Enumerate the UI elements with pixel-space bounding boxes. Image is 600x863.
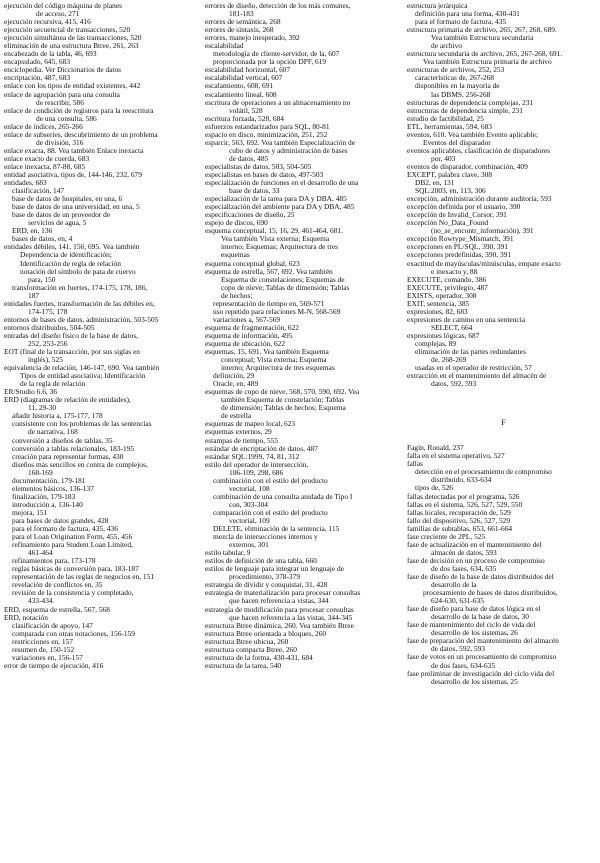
- index-entry: entidad asociativa, tipos de, 144-146, 232, 679: [4, 169, 142, 179]
- index-subentry: consistente con los problemas de las sentencias: [12, 419, 152, 429]
- index-entry: entornos distribuidos, 504-505: [4, 322, 95, 332]
- index-subentry: esquemas: [221, 250, 250, 260]
- index-entry: ejecución recursiva, 415, 416: [4, 17, 91, 27]
- index-entry: ejecución secuencial de transacciones, 520: [4, 25, 131, 35]
- index-subentry: las DBMS, 256-268: [431, 89, 491, 99]
- index-subentry: de hechos;: [221, 290, 253, 300]
- index-entry: EOT (final de la transacción, por sus siglas en: [4, 347, 140, 357]
- index-subentry: definición, 29: [213, 371, 255, 381]
- index-entry: espejo de discos, 690: [205, 218, 268, 228]
- index-entry: fallas locales, recuperación de, 529: [407, 507, 511, 517]
- index-entry: esparcir, 563, 692. Vea también Especialización de: [205, 137, 355, 147]
- index-entry: estilos de definición de una tabla, 660: [205, 556, 317, 566]
- index-entry: esquema de estrella, 567, 692. Vea también: [205, 266, 333, 276]
- index-entry: excepción de Invalid_Cursor, 391: [407, 210, 507, 220]
- index-subentry: ERD, en, 136: [12, 226, 53, 236]
- index-subentry: bases de datos, en, 4: [12, 234, 73, 244]
- index-subentry: conceptual; Vista externa; Esquema: [221, 355, 327, 365]
- index-subentry: eliminación de las partes redundantes: [415, 347, 526, 357]
- index-entry: estilos de lenguaje para integrar un lenguaje de: [205, 564, 344, 574]
- index-entry: esquema de fragmentación, 622: [205, 322, 299, 332]
- index-entry: especialistas de datos, 503, 504-505: [205, 161, 312, 171]
- index-entry: error de tiempo de ejecución, 416: [4, 660, 104, 670]
- index-subentry: Vea también Estructura primaria de archivo: [423, 57, 552, 67]
- index-entry: escalabilidad horizontal, 607: [205, 65, 291, 75]
- index-subentry: combinación de una consulta anidada de Tipo I: [213, 491, 353, 501]
- index-subentry: Oracle, en, 489: [213, 379, 259, 389]
- index-entry: esquema conceptual global, 623: [205, 258, 300, 268]
- index-subentry: (no_se_encontr_información), 391: [431, 226, 534, 236]
- index-subentry: base de datos de hospitales, en una, 6: [12, 194, 123, 204]
- index-entry: enlace de agrupación para una consulta: [4, 89, 120, 99]
- index-subentry: base de datos de un proveedor de: [12, 210, 111, 220]
- index-subentry: base de datos, 33: [229, 186, 280, 196]
- index-subentry: que hacen referencia a vistas, 344: [229, 596, 329, 606]
- index-subentry: que hacen referencia a las vistas, 344-345: [229, 612, 353, 622]
- index-entry: estructura primaria de archivo, 265, 267, 268, 689.: [407, 25, 557, 35]
- index-subentry: Dependencia de identificación;: [20, 250, 112, 260]
- index-entry: ERD, esquema de estrella, 567, 568: [4, 604, 110, 614]
- index-subentry: 624-630, 631-635: [431, 596, 484, 606]
- index-entry: eventos aplicables, clasificación de disparadores: [407, 145, 551, 155]
- index-entry: EXECUTE, privilegio, 487: [407, 282, 488, 292]
- index-entry: ejecución simultánea de las transacciones, 520: [4, 33, 142, 43]
- index-subentry: vectorial, 109: [229, 516, 270, 525]
- index-entry: familias de subtablas, 653, 661-664: [407, 523, 513, 533]
- index-subentry: datos, 592, 593: [431, 379, 477, 389]
- index-entry: fallas en el sistema, 526, 527, 529, 550: [407, 499, 523, 509]
- section-letter: F: [501, 418, 506, 428]
- index-entry: estampas de tiempo, 555: [205, 435, 279, 445]
- index-subentry: para el Loan Origination Form, 455, 456: [12, 532, 133, 542]
- index-entry: fallo del dispositivo, 526, 527, 529: [407, 515, 511, 525]
- index-entry: excepciones predefinidas, 390, 391: [407, 250, 512, 260]
- index-entry: enciclopedia. Ver Diccionarios de datos: [4, 65, 122, 75]
- index-entry: fase de diseño para base de datos lógica en el: [407, 604, 541, 614]
- index-subentry: interno; Arquitectura de tres esquemas: [221, 363, 335, 373]
- index-subentry: combinación con el estilo del producto: [213, 475, 328, 485]
- index-entry: fase de decisión en un proceso de compromiso: [407, 555, 545, 565]
- index-subentry: SQL:2003, en, 113, 306: [415, 186, 486, 196]
- index-subentry: con, 303-304: [229, 499, 268, 509]
- index-subentry: 187: [28, 290, 40, 300]
- index-entry: fase de preparación del mantenimiento del almacén: [407, 636, 559, 646]
- index-entry: excepción, administración durante auditoría, 593: [407, 194, 552, 204]
- index-subentry: Eventos del disparador: [423, 137, 491, 147]
- index-entry: estructuras de dependencia complejas, 231: [407, 97, 534, 107]
- index-subentry: de acceso, 271: [36, 9, 80, 19]
- index-entry: especialización de la tarea para DA y DBA, 485: [205, 194, 347, 204]
- index-entry: entidades fuertes, transformación de las débiles en,: [4, 298, 155, 308]
- index-subentry: comparación con el estilo del producto: [213, 507, 328, 517]
- index-entry: estructura jerárquica: [407, 1, 468, 10]
- index-subentry: transformación en fuertes, 174-175, 178, 186,: [12, 282, 148, 292]
- index-entry: falla en el sistema operativo, 527: [407, 451, 505, 461]
- index-entry: estrategia de dividir y conquistar, 31, 428: [205, 580, 328, 590]
- index-subentry: de rescribir, 586: [36, 97, 84, 107]
- index-subentry: de la regla de relación: [20, 379, 86, 389]
- index-entry: escalabilidad vertical, 607: [205, 73, 283, 83]
- index-subentry: distribuido, 633-634: [431, 475, 492, 485]
- index-subentry: resumen de, 150-152: [12, 644, 75, 654]
- index-subentry: revelación de conflictos en, 35: [12, 580, 103, 590]
- index-entry: ejecución del código máquina de planes: [4, 1, 123, 10]
- index-entry: esquema de ubicación, 622: [205, 338, 286, 348]
- index-entry: estructura Btree orientada a bloques, 260: [205, 628, 327, 638]
- index-subentry: también Esquema de constelación; Tablas: [221, 395, 345, 405]
- index-subentry: vectorial, 108: [229, 483, 270, 493]
- index-subentry: conversión a tablas relacionales, 183-195: [12, 443, 135, 453]
- index-entry: estándar SQL:1999, 74, 81, 312: [205, 451, 300, 461]
- index-subentry: 106-109, 298, 686: [229, 467, 284, 477]
- spacer: [407, 402, 600, 416]
- index-subentry: DB2, en, 131: [415, 178, 455, 188]
- index-entry: estructuras de dependencia simple, 231: [407, 105, 523, 115]
- index-entry: fase creciente de 2PL, 525: [407, 531, 486, 541]
- index-subentry: usadas en el operador de restricción, 57: [415, 363, 532, 373]
- index-subentry: copo de nieve; Tablas de dimensión; Tablas: [221, 282, 350, 292]
- index-entry: ERD, notación: [4, 612, 48, 622]
- index-entry: estándar de encriptación de datos, 487: [205, 443, 318, 453]
- index-entry: enlace exacta, 88. Vea también Enlace inexacta: [4, 145, 144, 155]
- index-entry: fallas detectadas por el programa, 526: [407, 491, 520, 501]
- index-subentry: proporcionada por la opción DPF, 619: [213, 57, 327, 67]
- index-entry: esquema conceptual, 15, 16, 29, 461-464, 681.: [205, 226, 343, 236]
- index-entry: extracción en el mantenimiento del almacén de: [407, 371, 547, 381]
- index-entry: estructura Btree ubicua, 260: [205, 636, 289, 646]
- index-subentry: características de, 267-268: [415, 73, 495, 83]
- index-subentry: reglas básicas de conversión para, 183-187: [12, 564, 139, 574]
- index-entry: errores de semántica, 268: [205, 17, 281, 27]
- index-subentry: metodología de cliente-servidor, de la, 607: [213, 49, 340, 59]
- index-subentry: de dos fases, 634, 635: [431, 563, 497, 573]
- index-subentry: representación de tiempo en, 569-571: [213, 298, 325, 308]
- index-entry: especialistas en bases de datos, 497-503: [205, 169, 324, 179]
- index-subentry: Esquema de constelaciones; Esquemas de: [221, 274, 345, 284]
- index-column-1: [4, 2, 197, 670]
- index-entry: estilo tabular, 9: [205, 548, 251, 558]
- index-entry: expresiones de camino en una sentencia: [407, 314, 525, 324]
- index-subentry: de datos, 592, 593: [431, 644, 485, 654]
- index-subentry: añadir historia a, 175-177, 178: [12, 411, 103, 421]
- index-subentry: e inexacto y, 88: [431, 266, 478, 276]
- index-entry: encriptación, 487, 683: [4, 73, 71, 83]
- index-subentry: desarrollo de los sistemas, 26: [431, 628, 518, 638]
- index-subentry: desarrollo de los sistemas, 25: [431, 676, 518, 686]
- index-column-3: [407, 2, 600, 686]
- index-subentry: Identificación de regla de relación: [20, 258, 121, 268]
- index-subentry: 11, 29-30: [28, 403, 57, 413]
- index-entry: encapsulado, 645, 683: [4, 57, 71, 67]
- index-subentry: Tipos de entidad asociativa; Identificación: [20, 371, 146, 381]
- index-entry: fase de votos en un procesamiento de compromiso: [407, 652, 557, 662]
- index-subentry: procedimiento, 378-379: [229, 572, 301, 582]
- index-entry: esquema de información, 495: [205, 330, 293, 340]
- index-entry: estructura compacta Btree, 260: [205, 644, 297, 654]
- index-entry: estilo del operador de intersección,: [205, 459, 309, 469]
- index-subentry: cubo de datos y administración de bases: [229, 145, 348, 155]
- index-subentry: definición para una forma, 430-431: [415, 9, 520, 19]
- index-subentry: tipos de, 526: [415, 483, 453, 493]
- index-entry: fase de actualización en el mantenimiento del: [407, 539, 542, 549]
- index-entry: entradas del diseño físico de la base de datos,: [4, 330, 139, 340]
- index-subentry: introducción a, 136-140: [12, 499, 83, 509]
- index-entry: eliminación de una estructura Btree, 261, 263: [4, 41, 139, 51]
- index-entry: eventos de disparador, combinación, 409: [407, 161, 528, 171]
- index-entry: entidades débiles, 141, 156, 695. Vea también: [4, 242, 140, 252]
- index-subentry: 252, 253-256: [28, 338, 68, 348]
- index-subentry: 461-464: [28, 548, 53, 558]
- index-subentry: para, 150: [28, 274, 56, 284]
- index-entry: EXCEPT, palabra clave, 308: [407, 169, 493, 179]
- index-entry: expresiones, 82, 683: [407, 306, 468, 316]
- index-entry: escalabilidad: [205, 41, 244, 51]
- index-column-2: [205, 2, 398, 670]
- index-entry: enlace inexacta, 87-88, 685: [4, 161, 86, 171]
- index-entry: estructuras de archivos, 252, 253: [407, 65, 505, 75]
- index-subentry: mejora, 151: [12, 507, 48, 517]
- index-subentry: almacén de datos, 593: [431, 547, 497, 557]
- spacer: [407, 388, 600, 402]
- index-subentry: SELECT, 664: [431, 322, 473, 332]
- index-entry: esfuerzos estandarizados para SQL, 80-81: [205, 121, 330, 131]
- index-entry: entornos de bases de datos, administración, 503-505: [4, 314, 159, 324]
- index-entry: ER/Studio 6.6, 36: [4, 387, 57, 397]
- index-subentry: DELETE, eliminación de la sentencia, 115: [213, 524, 340, 534]
- index-subentry: 168-169: [28, 467, 53, 477]
- index-subentry: representación de las reglas de negocios en, 151: [12, 572, 155, 582]
- index-subentry: de datos, 485: [229, 153, 269, 163]
- index-subentry: revisión de la consistencia y completado,: [12, 588, 134, 598]
- index-entry: estructura secundaria de archivo, 265, 267-268, 691.: [407, 49, 563, 59]
- index-entry: esquemas de mapeo local, 623: [205, 419, 296, 429]
- index-entry: ETL, herramientas, 594, 683: [407, 121, 492, 131]
- index-subentry: disponibles en la mayoría de: [415, 81, 500, 91]
- index-entry: excepciones en PL/SQL, 390, 391: [407, 242, 508, 252]
- index-subentry: comparada con otras notaciones, 156-159: [12, 628, 135, 638]
- index-entry: estudio de factibilidad, 25: [407, 113, 484, 123]
- spacer: [407, 430, 600, 444]
- index-entry: fase de mantenimiento del ciclo de vida del: [407, 620, 536, 630]
- index-entry: estructura de la forma, 430-431, 684: [205, 652, 313, 662]
- index-subentry: volátil, 528: [229, 105, 263, 115]
- index-entry: errores de sintaxis, 268: [205, 25, 274, 35]
- index-subentry: complejas, 89: [415, 338, 457, 348]
- index-subentry: clasificación, 147: [12, 186, 65, 196]
- index-subentry: refinamientos para, 173-178: [12, 556, 96, 566]
- index-entry: ERD (diagramas de relación de entidades),: [4, 395, 131, 405]
- index-subentry: Vea también Estructura secundaria: [431, 33, 534, 43]
- index-entry: EXISTS, operador, 308: [407, 290, 477, 300]
- index-subentry: desarrollo de la: [431, 580, 477, 590]
- index-subentry: documentación, 179-181: [12, 475, 86, 485]
- index-subentry: refinamiento para Student Loan Limited,: [12, 540, 133, 550]
- index-subentry: 174-175, 178: [28, 306, 68, 316]
- index-entry: enlace de condición de registros para la reescritura: [4, 105, 154, 115]
- index-entry: EXIT, sentencia, 385: [407, 298, 470, 308]
- index-subentry: 433-434: [28, 596, 53, 606]
- index-entry: enlace de índices, 265-266: [4, 121, 83, 131]
- index-entry: errores de diseño, detección de los más comunes,: [205, 1, 351, 10]
- index-entry: Fagin, Ronald, 237: [407, 443, 464, 453]
- index-entry: EXECUTE, comando, 386: [407, 274, 487, 284]
- index-entry: especialización del ambiente para DA y DBA, 485: [205, 202, 355, 212]
- index-subentry: para el formato de factura, 435, 436: [12, 524, 118, 534]
- index-subentry: para el formato de factura, 435: [415, 17, 507, 27]
- index-subentry: notación del símbolo de pata de cuervo: [20, 266, 136, 276]
- index-subentry: procesamiento de bases de datos distribuidos,: [423, 588, 558, 598]
- index-entry: esquemas externos, 29: [205, 427, 272, 437]
- index-entry: esquemas, 15, 691. Vea también Esquema: [205, 347, 329, 357]
- index-entry: equivalencia de relación, 146-147, 690. Vea también: [4, 363, 160, 373]
- index-entry: enlace de subseries, descubrimiento de un problema: [4, 129, 158, 139]
- index-subentry: diseños más sencillos en contra de complejos,: [12, 459, 148, 469]
- index-entry: exactitud de mayúsculas/minúsculas, empate exacto: [407, 258, 561, 268]
- index-subentry: de narrativa, 168: [28, 427, 78, 437]
- index-subentry: creación para representar formas, 430: [12, 451, 124, 461]
- index-entry: enlace exacto de cuerda, 683: [4, 153, 90, 163]
- index-subentry: finalización, 179-183: [12, 491, 76, 501]
- index-entry: escalamiento lineal, 608: [205, 89, 277, 99]
- index-subentry: de archivo: [431, 41, 462, 51]
- index-subentry: inglés), 525: [28, 355, 63, 365]
- index-subentry: restricciones en, 157: [12, 636, 73, 646]
- index-entry: enlace con los tipos de entidad existentes, 442: [4, 81, 141, 91]
- index-entry: encabezado de la tabla, 46, 693: [4, 49, 97, 59]
- index-entry: expresiones lógicas, 687: [407, 330, 480, 340]
- index-subentry: por, 403: [431, 153, 456, 163]
- index-entry: estrategia de modificación para procesar consultas: [205, 604, 354, 614]
- index-entry: fase preliminar de investigación del ciclo vida del: [407, 668, 555, 678]
- index-entry: espacio en disco, minimización, 251, 252: [205, 129, 328, 139]
- index-subentry: de estrella: [221, 411, 252, 421]
- index-subentry: Vea también Vista externa; Esquema: [221, 234, 330, 244]
- index-subentry: base de datos de una universidad, en una, 5: [12, 202, 140, 212]
- index-entry: excepción Rowtype_Mismatch, 391: [407, 234, 514, 244]
- index-subentry: clasificación de apoyo, 147: [12, 620, 93, 630]
- index-subentry: de división, 316: [36, 137, 84, 147]
- index-entry: estructura Btree dinámica, 260. Vea también Btree: [205, 620, 354, 630]
- index-entry: escritura forzada, 528, 684: [205, 113, 285, 123]
- index-entry: errores, manejo inesperado, 392: [205, 33, 300, 43]
- index-entry: especialización de funciones en el desarrollo de una: [205, 178, 359, 188]
- index-entry: excepción definida por el usuario, 390: [407, 202, 521, 212]
- index-entry: fase de diseño de la base de datos distribuidos del: [407, 572, 554, 581]
- index-entry: eventos, 610. Vea también Evento aplicable;: [407, 129, 539, 139]
- index-subentry: interno; Esquemas; Arquitectura de tres: [221, 242, 338, 252]
- index-subentry: desarrollo de la base de datos, 30: [431, 612, 529, 622]
- index-subentry: uso repetido para relaciones M-N, 568-569: [213, 306, 341, 316]
- index-subentry: elementos básicos, 136-137: [12, 483, 94, 493]
- index-entry: excepción No_Data_Found: [407, 218, 489, 228]
- index-subentry: para bases de datos grandes, 428: [12, 516, 109, 525]
- index-entry: escalamiento, 608, 691: [205, 81, 274, 91]
- index-entry: estructura de la tarea, 540: [205, 660, 282, 670]
- index-entry: especificaciones de diseño, 25: [205, 210, 295, 220]
- index-entry: escritura de operaciones a un almacenamiento no: [205, 97, 351, 107]
- index-entry: fallas: [407, 459, 424, 469]
- index-subentry: 181-183: [229, 9, 254, 19]
- index-subentry: de, 268-269: [431, 355, 467, 365]
- index-entry: esquemas de copo de nieve, 568, 570, 590, 692. Vea: [205, 387, 360, 397]
- index-subentry: variaciones a, 567-569: [213, 314, 281, 324]
- index-subentry: de una consulta, 586: [36, 113, 97, 123]
- index-subentry: de dos fases, 634-635: [431, 660, 496, 670]
- index-subentry: detección en el procesamiento de compromiso: [415, 467, 552, 477]
- index-subentry: conversión a diseños de tablas, 35: [12, 435, 113, 445]
- index-subentry: de dimensión; Tablas de hechos; Esquema: [221, 403, 346, 413]
- index-entry: entidades, 683: [4, 178, 47, 188]
- index-subentry: mezcla de intersecciones internos y: [213, 532, 318, 542]
- index-subentry: externos, 301: [229, 540, 269, 550]
- index-entry: estrategia de materialización para procesar consultas: [205, 588, 361, 598]
- index-subentry: servicios de agua, 5: [28, 218, 87, 228]
- index-subentry: variaciones en, 156-157: [12, 652, 83, 662]
